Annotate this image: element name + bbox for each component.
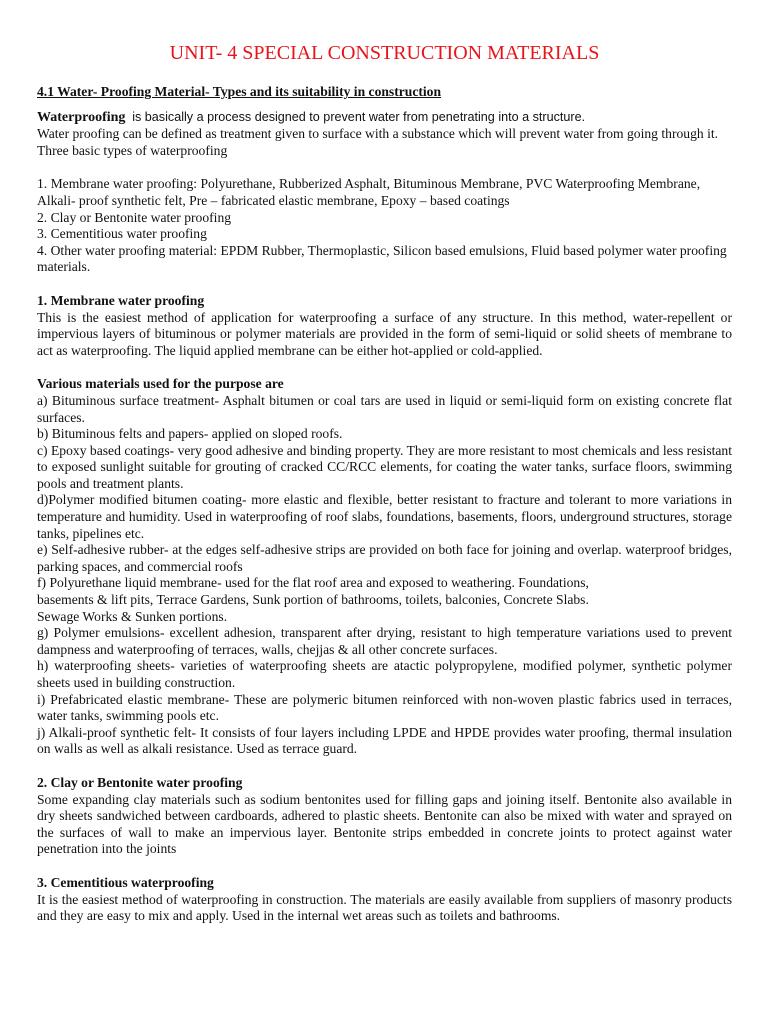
type-item: 3. Cementitious water proofing (37, 226, 207, 242)
intro-term: Waterproofing (37, 109, 126, 125)
material-item: g) Polymer emulsions- excellent adhesion, transparent after drying, resistant to high temperature variations used to prevent dampness and waterproofing of terraces, walls, chejjas & all other concrete surfaces. (37, 625, 732, 657)
intro-rest: is basically a process designed to prevent water from penetrating into a structure. (132, 109, 586, 124)
material-item: h) waterproofing sheets- varieties of waterproofing sheets are atactic polypropylene, modified polymer, synthetic polymer sheets used in building construction. (37, 658, 732, 690)
material-item: basements & lift pits, Terrace Gardens, Sunk portion of bathrooms, toilets, balconies, Concrete Slabs. (37, 592, 589, 608)
cementitious-heading: 3. Cementitious waterproofing (37, 874, 214, 890)
materials-heading: Various materials used for the purpose are (37, 376, 284, 392)
material-item: b) Bituminous felts and papers- applied on sloped roofs. (37, 426, 343, 442)
material-item: c) Epoxy based coatings- very good adhesive and binding property. They are more resistant to most chemicals and less resistant to exposed sunlight suitable for grouting of cracked CC/RCC elements, for coating the water tanks, surface floors, swimming pools and treatment plants. (37, 442, 732, 491)
intro-paragraph (37, 109, 732, 127)
section-heading-4-1: 4.1 Water- Proofing Material- Types and its suitability in construction (37, 84, 442, 99)
material-item: Sewage Works & Sunken portions. (37, 608, 228, 624)
membrane-body: This is the easiest method of application for waterproofing a surface of any structure. In this method, water-repellent or impervious layers of bituminous or polymer materials are provided in the form of semi-liquid or solid sheets of membrane to act as waterproofing. The liquid applied membrane can be either hot-applied or cold-applied. (37, 309, 732, 358)
page-title: UNIT- 4 SPECIAL CONSTRUCTION MATERIALS (169, 42, 600, 64)
clay-body: Some expanding clay materials such as sodium bentonites used for filling gaps and joining itself. Bentonite also available in dry sheets sandwiched between cardboards, adhered to plastic sheets. Bentonite can also be mixed with water and sprayed on the surfaces of wall to make an impervious layer. Bentonite strips embedded in concrete joints to protect against water penetration into the joints (37, 791, 732, 857)
material-item: j) Alkali-proof synthetic felt- It consists of four layers including LPDE and HPDE provides water proofing, thermal insulation on walls as well as alkali resistance. Used as terrace guard. (37, 724, 732, 757)
type-item: 4. Other water proofing material: EPDM Rubber, Thermoplastic, Silicon based emulsions, Fluid based polymer water proofing materials. (37, 242, 727, 275)
material-item: i) Prefabricated elastic membrane- These are polymeric bitumen reinforced with non-woven plastic fabrics used in terraces, water tanks, swimming pools etc. (37, 691, 732, 724)
material-item: f) Polyurethane liquid membrane- used for the flat roof area and exposed to weathering. Foundations, (37, 575, 589, 591)
material-item: d)Polymer modified bitumen coating- more elastic and flexible, better resistant to fracture and tolerant to more variations in temperature and humidity. Used in waterproofing of roof slabs, foundations, basements, floors, underground structures, storage tanks, pipelines etc. (37, 492, 732, 541)
material-item: a) Bituminous surface treatment- Asphalt bitumen or coal tars are used in liquid or semi-liquid form on existing concrete flat surfaces. (37, 392, 732, 425)
type-item: 1. Membrane water proofing: Polyurethane, Rubberized Asphalt, Bituminous Membrane, PVC Waterproofing Membrane, Alkali- proof synthetic felt, Pre – fabricated elastic membrane, Epoxy – based coatings (37, 176, 701, 208)
material-item: e) Self-adhesive rubber- at the edges self-adhesive strips are provided on both face for joining and overlap. waterproof bridges, parking spaces, and commercial roofs (37, 542, 732, 574)
type-item: 2. Clay or Bentonite water proofing (37, 209, 232, 225)
membrane-heading: 1. Membrane water proofing (37, 292, 205, 308)
cementitious-body: It is the easiest method of waterproofing in construction. The materials are easily available from suppliers of masonry products and they are easy to mix and apply. Used in the internal wet areas such as toilets and bathrooms. (37, 891, 732, 924)
definition-paragraph: Water proofing can be defined as treatment given to surface with a substance which will prevent water from going through it. Three basic types of waterproofing (37, 126, 719, 158)
clay-heading: 2. Clay or Bentonite water proofing (37, 774, 243, 790)
